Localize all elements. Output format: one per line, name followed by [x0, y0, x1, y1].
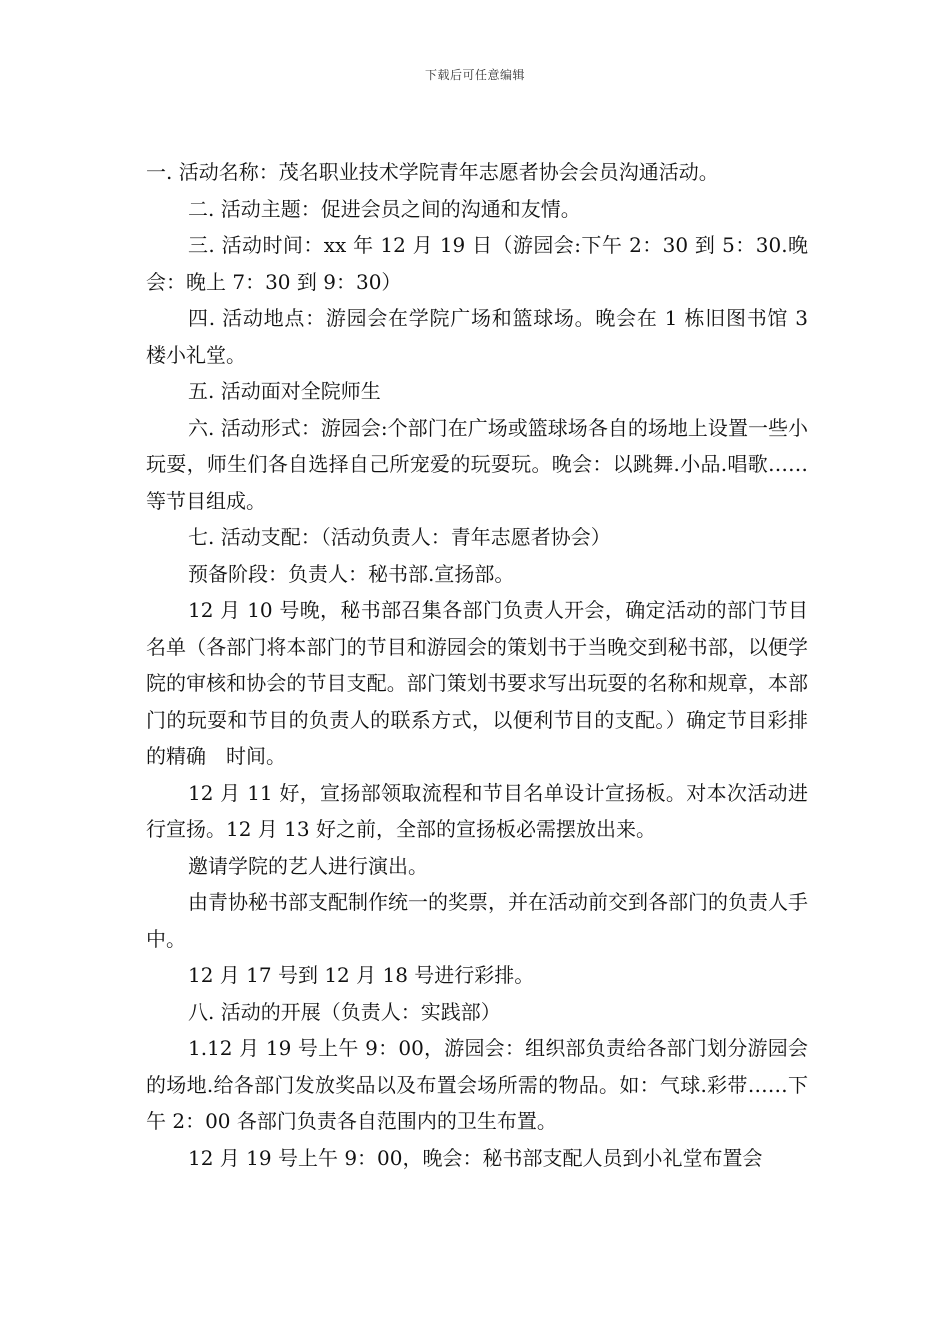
paragraph-activity-location: 四. 活动地点：游园会在学院广场和篮球场。晚会在 1 栋旧图书馆 3 楼小礼堂。 [146, 306, 808, 367]
paragraph-dec-11-publicity: 12 月 11 好，宣扬部领取流程和节目名单设计宣扬板。对本次活动进行宣扬。12 月 13 好之前，全部的宣扬板必需摆放出来。 [146, 780, 808, 841]
paragraph-activity-format: 六. 活动形式：游园会:个部门在广场或篮球场各自的场地上设置一些小玩耍，师生们各自选择自己所宠爱的玩耍玩。晚会：以跳舞.小品.唱歌……等节目组成。 [146, 415, 808, 513]
paragraph-prize-tickets: 由青协秘书部支配制作统一的奖票，并在活动前交到各部门的负责人手中。 [146, 890, 808, 951]
paragraph-activity-theme: 二. 活动主题：促进会员之间的沟通和友情。 [188, 196, 581, 221]
document-body [146, 154, 808, 1176]
paragraph-activity-time: 三. 活动时间：xx 年 12 月 19 日（游园会:下午 2：30 到 5：30.晚会：晚上 7：30 到 9：30） [146, 233, 808, 294]
paragraph-activity-name: 一. 活动名称：茂名职业技术学院青年志愿者协会会员沟通活动。 [146, 160, 719, 184]
paragraph-dec-10-meeting: 12 月 10 号晚，秘书部召集各部门负责人开会，确定活动的部门节目名单（各部门将本部门的节目和游园会的策划书于当晚交到秘书部，以便学院的审核和协会的节目支配。部门策划书要求写出玩耍的名称和规章，本部门的玩耍和节目的负责人的联系方式，以便利节目的支配。）确定节目彩排的精确 时间。 [146, 598, 808, 768]
paragraph-activity-development: 八. 活动的开展（负责人：实践部） [188, 999, 501, 1024]
page-header-note: 下载后可任意编辑 [424, 68, 525, 82]
paragraph-rehearsal: 12 月 17 号到 12 月 18 号进行彩排。 [188, 963, 535, 987]
paragraph-garden-party-setup: 1.12 月 19 号上午 9：00，游园会：组织部负责给各部门划分游园会的场地.给各部门发放奖品以及布置会场所需的物品。如：气球.彩带……下午 2：00 各部门负责各自范围内的卫生布置。 [146, 1036, 808, 1133]
paragraph-activity-arrangement: 七. 活动支配：（活动负责人：青年志愿者协会） [188, 525, 611, 549]
paragraph-evening-setup: 12 月 19 号上午 9：00，晚会：秘书部支配人员到小礼堂布置会 [188, 1145, 763, 1170]
paragraph-preparation-stage: 预备阶段：负责人：秘书部.宣扬部。 [188, 561, 515, 586]
paragraph-activity-audience: 五. 活动面对全院师生 [188, 379, 381, 403]
paragraph-invite-artists: 邀请学院的艺人进行演出。 [188, 853, 428, 878]
